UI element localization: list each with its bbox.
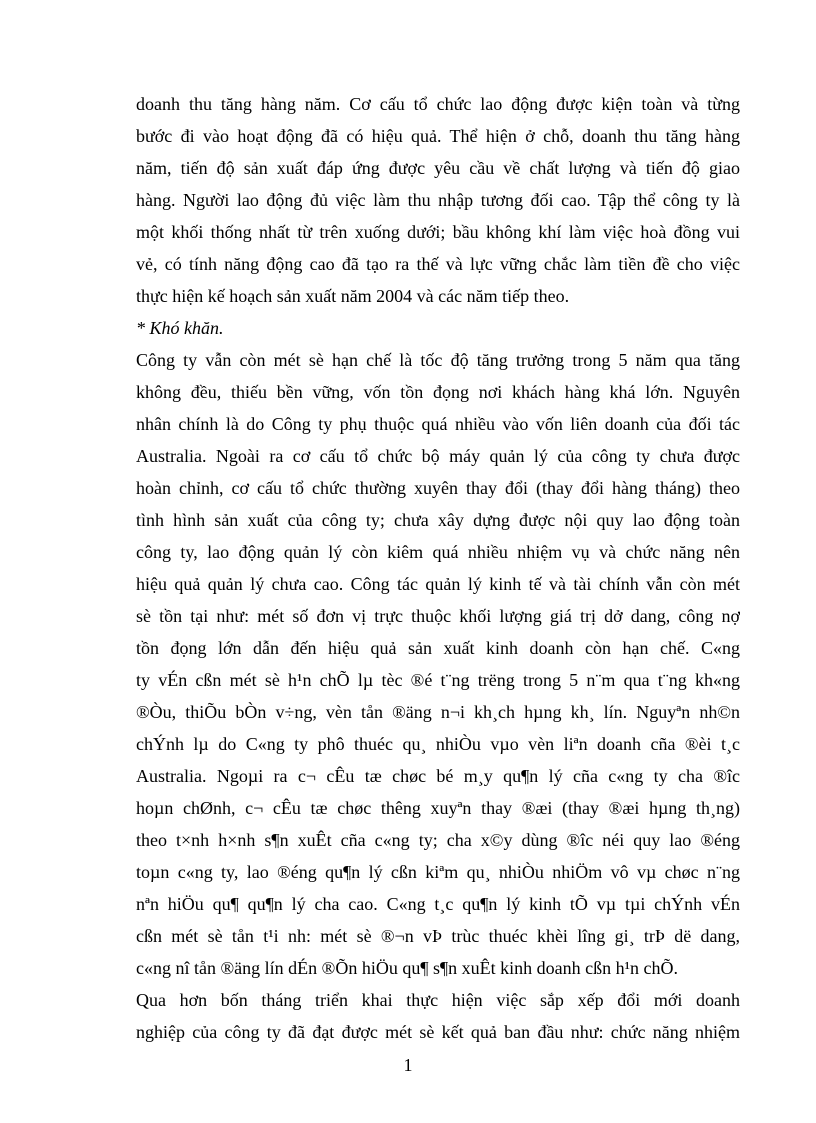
paragraph-2-line: chÝnh lµ do C«ng ty phô thuéc qu¸ nhiÒu vµo vèn liªn doanh cña ®èi t¸c <box>136 734 740 754</box>
paragraph-2-line: toµn c«ng ty, lao ®éng qu¶n lý cßn kiªm qu¸ nhiÒu nhiÖm vô vµ chøc n¨ng <box>136 862 740 882</box>
paragraph-1-line: bước đi vào hoạt động đã có hiệu quả. Thể hiện ở chỗ, doanh thu tăng hàng <box>136 126 740 146</box>
paragraph-2-line: ty vÉn cßn mét sè h¹n chÕ lµ tèc ®é t¨ng trëng trong 5 n¨m qua t¨ng kh«ng <box>136 670 740 690</box>
paragraph-2-line: theo t×nh h×nh s¶n xuÊt cña c«ng ty; cha x©y dùng ®îc néi quy lao ®éng <box>136 830 740 850</box>
paragraph-2-line: hiệu quả quản lý chưa cao. Công tác quản lý kinh tế và tài chính vẫn còn mét <box>136 574 740 594</box>
paragraph-2-line: hoàn chỉnh, cơ cấu tổ chức thường xuyên thay đổi (thay đổi hàng tháng) theo <box>136 478 740 498</box>
paragraph-1-line: hàng. Người lao động đủ việc làm thu nhập tương đối cao. Tập thể công ty là <box>136 190 740 210</box>
paragraph-2-line: c«ng nî tån ®äng lín dÉn ®Õn hiÖu qu¶ s¶n xuÊt kinh doanh cßn h¹n chÕ. <box>136 958 678 978</box>
paragraph-2-line: Công ty vẫn còn mét sè hạn chế là tốc độ tăng trưởng trong 5 năm qua tăng <box>136 350 740 370</box>
page-number: 1 <box>403 1055 413 1075</box>
paragraph-2-line: không đều, thiếu bền vững, vốn tồn đọng nơi khách hàng khá lớn. Nguyên <box>136 382 740 402</box>
heading-kho-khan: * Khó khăn. <box>136 318 224 338</box>
paragraph-2-line: tồn đọng lớn dẫn đến hiệu quả sản xuất kinh doanh còn hạn chế. C«ng <box>136 638 740 658</box>
paragraph-3-line: nghiệp của công ty đã đạt được mét sè kết quả ban đầu như: chức năng nhiệm <box>136 1022 740 1042</box>
paragraph-2-line: hoµn chØnh, c¬ cÊu tæ chøc thêng xuyªn thay ®æi (thay ®æi hµng th¸ng) <box>136 798 740 818</box>
paragraph-1-line: năm, tiến độ sản xuất đáp ứng được yêu cầu về chất lượng và tiến độ giao <box>136 158 740 178</box>
paragraph-2-line: cßn mét sè tån t¹i nh: mét sè ®¬n vÞ trùc thuéc khèi lîng gi¸ trÞ dë dang, <box>136 926 740 946</box>
paragraph-2-line: tình hình sản xuất của công ty; chưa xây dựng được nội quy lao động toàn <box>136 510 740 530</box>
paragraph-2-line: ®Òu, thiÕu bÒn v÷ng, vèn tån ®äng n¬i kh¸ch hµng kh¸ lín. Nguyªn nh©n <box>136 702 740 722</box>
paragraph-2-line: nªn hiÖu qu¶ qu¶n lý cha cao. C«ng t¸c qu¶n lý kinh tÕ vµ tµi chÝnh vÉn <box>136 894 740 914</box>
paragraph-2-line: Australia. Ngoµi ra c¬ cÊu tæ chøc bé m¸y qu¶n lý cña c«ng ty cha ®îc <box>136 766 740 786</box>
paragraph-2-line: Australia. Ngoài ra cơ cấu tổ chức bộ máy quản lý của công ty chưa được <box>136 446 740 466</box>
paragraph-2-line: sè tồn tại như: mét số đơn vị trực thuộc khối lượng giá trị dở dang, công nợ <box>136 606 740 626</box>
paragraph-2-line: công ty, lao động quản lý còn kiêm quá nhiều nhiệm vụ và chức năng nên <box>136 542 740 562</box>
paragraph-1-line: vẻ, có tính năng động cao đã tạo ra thế và lực vững chắc làm tiền đề cho việc <box>136 254 740 274</box>
paragraph-1-line: một khối thống nhất từ trên xuống dưới; bầu không khí làm việc hoà đồng vui <box>136 222 740 242</box>
paragraph-1-line: doanh thu tăng hàng năm. Cơ cấu tổ chức lao động được kiện toàn và từng <box>136 94 740 114</box>
paragraph-1-line: thực hiện kế hoạch sản xuất năm 2004 và các năm tiếp theo. <box>136 286 570 306</box>
paragraph-3-line: Qua hơn bốn tháng triển khai thực hiện việc sắp xếp đổi mới doanh <box>136 990 740 1010</box>
paragraph-2-line: nhân chính là do Công ty phụ thuộc quá nhiều vào vốn liên doanh của đối tác <box>136 414 740 434</box>
